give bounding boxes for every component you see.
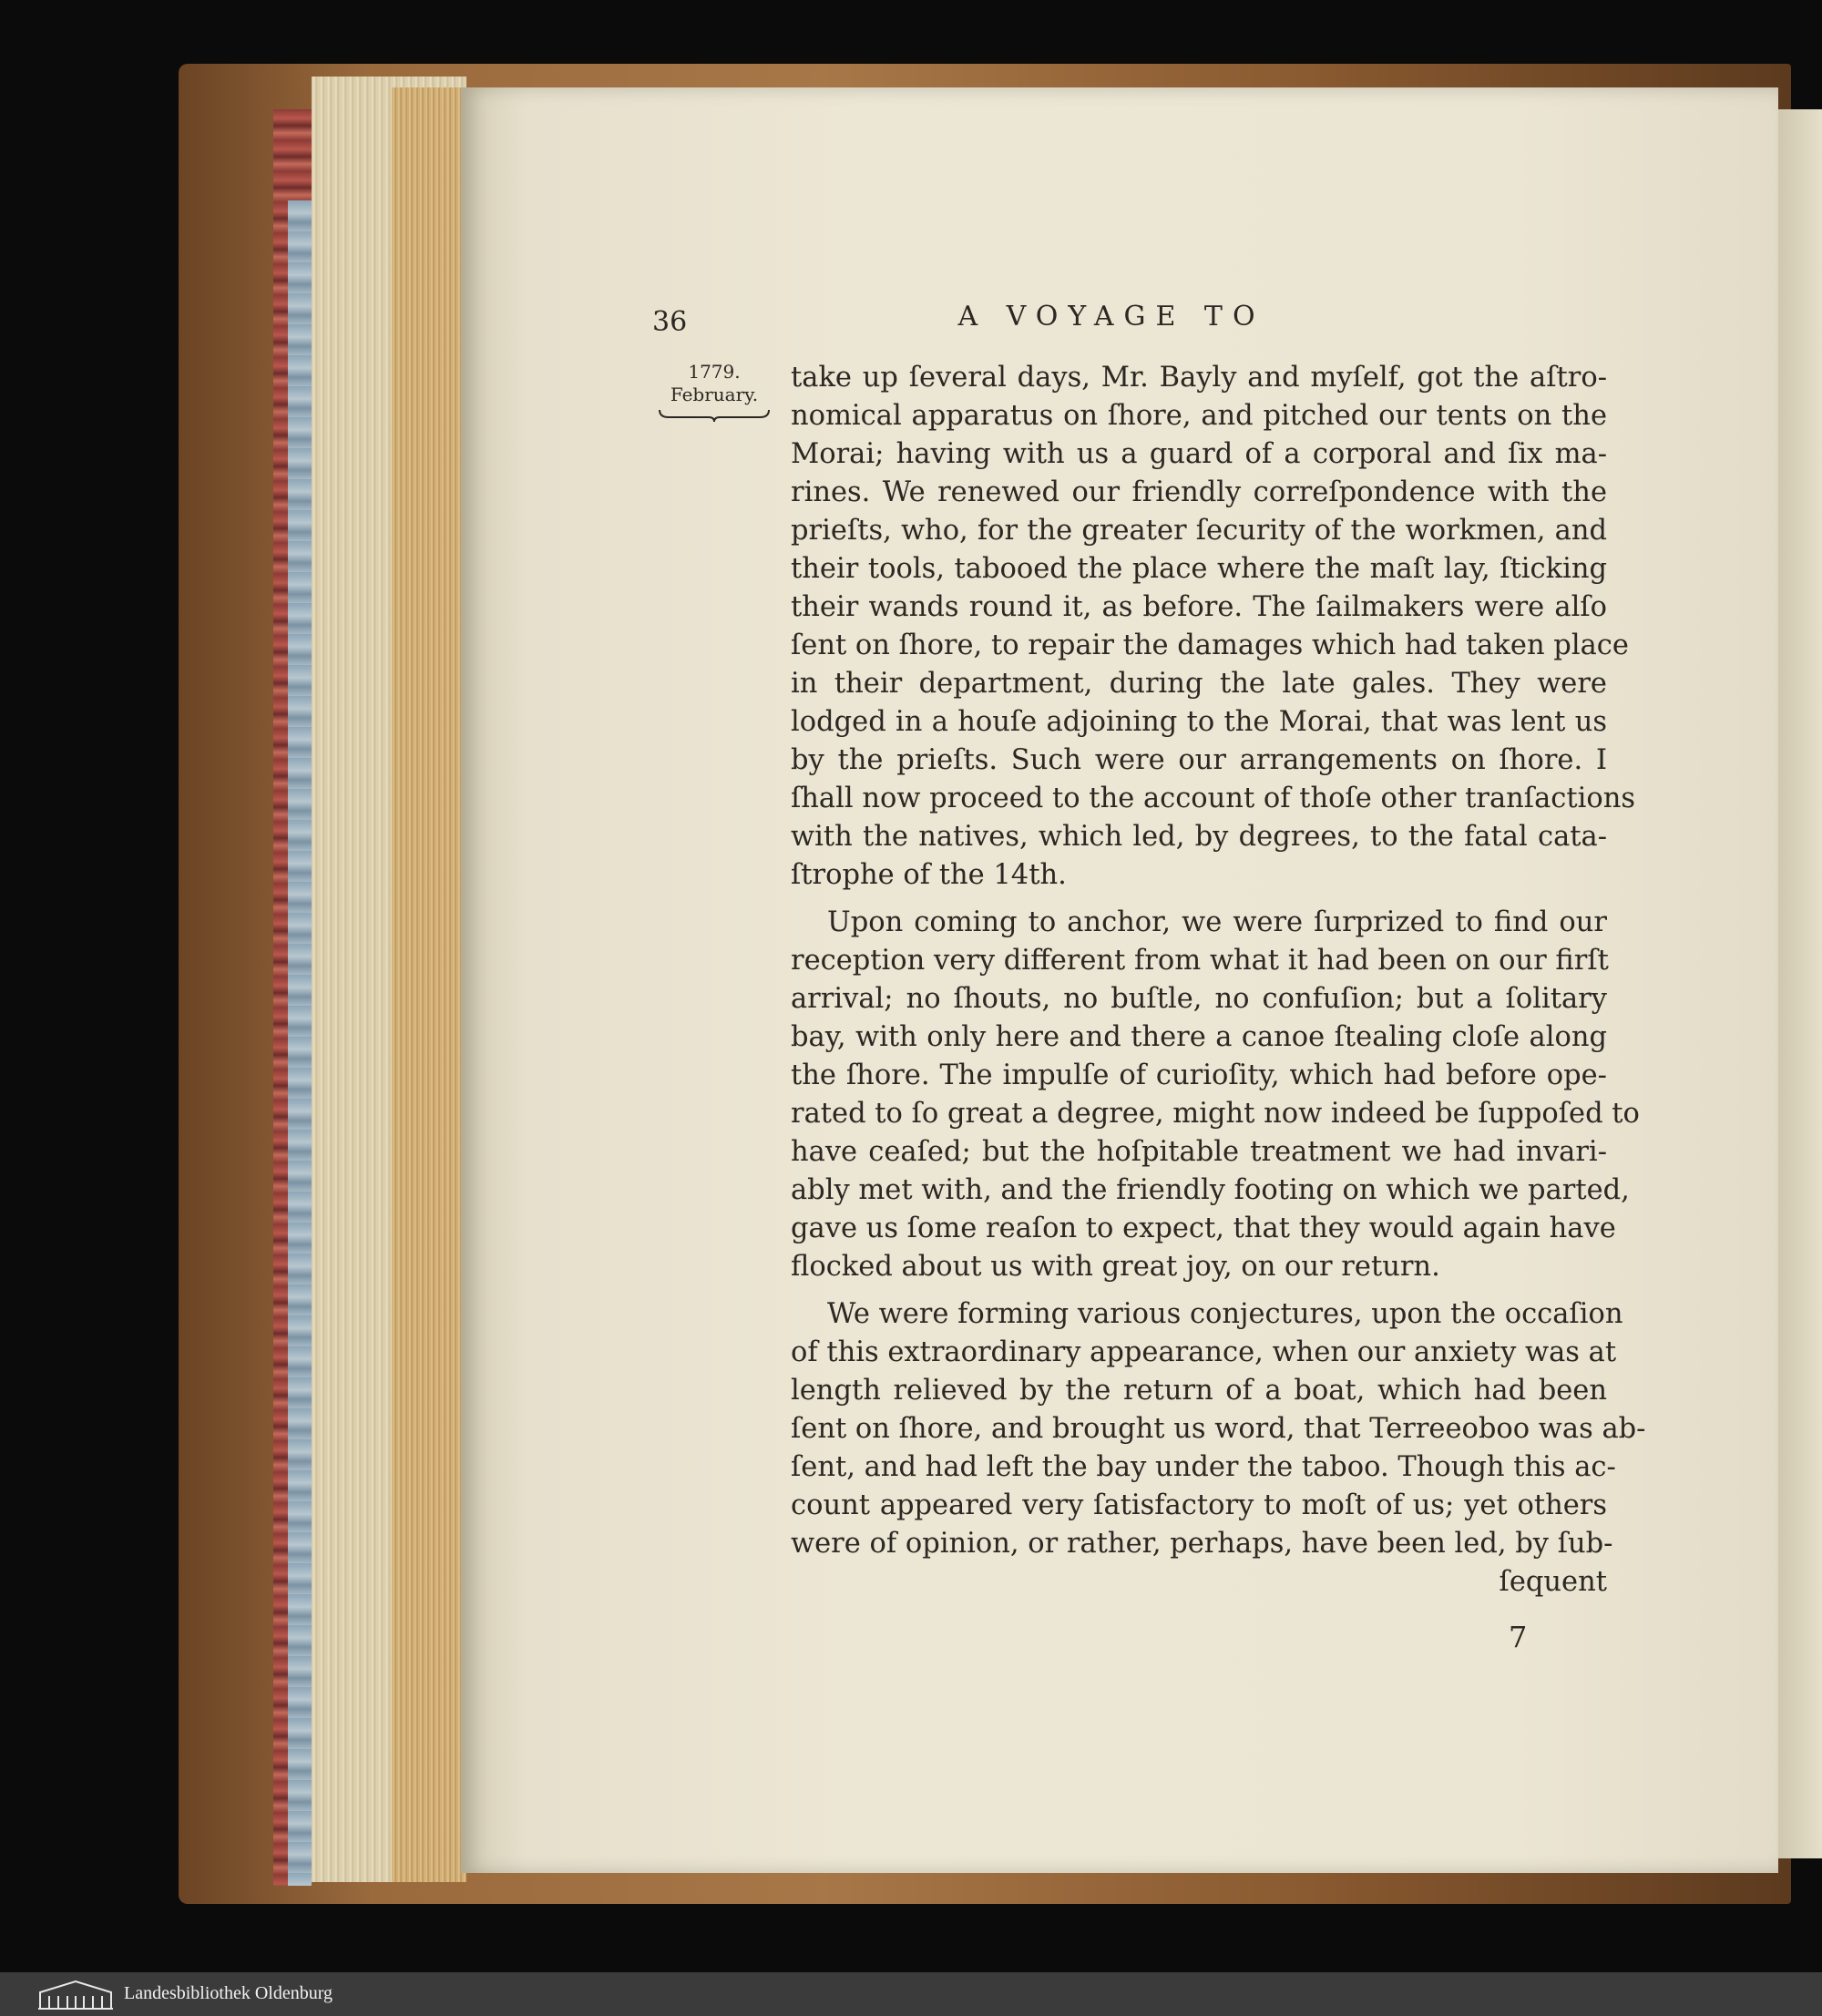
- text-line: ſent on ſhore, to repair the damages which had taken place: [791, 629, 1629, 661]
- text-line: reception very different from what it had been on our firſt: [791, 945, 1609, 977]
- text-line: were of opinion, or rather, perhaps, have been led, by ſub-: [791, 1528, 1613, 1560]
- text-line: Morai; having with us a guard of a corporal and ſix ma-: [791, 438, 1607, 470]
- margin-month: February.: [670, 384, 759, 405]
- margin-year: 1779.: [688, 361, 741, 383]
- text-line: We were forming various conjectures, upon the occaſion: [827, 1298, 1623, 1330]
- library-building-icon: [36, 1978, 115, 2011]
- text-line: rated to ſo great a degree, might now indeed be ſuppoſed to: [791, 1098, 1640, 1130]
- page-fore-edge: [392, 87, 466, 1882]
- text-line: of this extraordinary appearance, when our anxiety was at: [791, 1336, 1617, 1368]
- text-line: ſent, and had left the bay under the taboo. Though this ac-: [791, 1451, 1616, 1483]
- brace-icon: [658, 408, 771, 423]
- footer-bar: [0, 1972, 1822, 2016]
- text-line: their wands round it, as before. The ſailmakers were alſo: [791, 591, 1607, 623]
- paragraph-gap: [791, 895, 1607, 904]
- body-text: [791, 359, 1646, 1602]
- text-line: gave us ſome reaſon to expect, that they would again have: [791, 1213, 1616, 1244]
- text-line: ſent on ſhore, and brought us word, that Terreeoboo was ab-: [791, 1413, 1646, 1445]
- text-line: flocked about us with great joy, on our return.: [791, 1251, 1440, 1283]
- text-line: their tools, tabooed the place where the maſt lay, ſticking: [791, 553, 1607, 585]
- text-line: ſtrophe of the 14th.: [791, 859, 1067, 891]
- text-line: rines. We renewed our friendly correſpondence with the: [791, 476, 1607, 508]
- text-line: the ſhore. The impulſe of curioſity, which had before ope-: [791, 1059, 1607, 1091]
- signature-mark: 7: [1509, 1620, 1528, 1654]
- text-line: nomical apparatus on ſhore, and pitched our tents on the: [791, 400, 1607, 432]
- endpaper-edge: [288, 200, 312, 1886]
- text-line: take up ſeveral days, Mr. Bayly and myſelf, got the aſtro-: [791, 362, 1607, 394]
- text-line: Upon coming to anchor, we were ſurprized to find our: [827, 906, 1607, 938]
- margin-note: [658, 361, 771, 406]
- text-line: by the prieſts. Such were our arrangements on ſhore. I: [791, 744, 1607, 776]
- catchword: ſequent: [1499, 1566, 1607, 1598]
- page-number: 36: [652, 306, 688, 338]
- text-line: with the natives, which led, by degrees, to the fatal cata-: [791, 821, 1607, 853]
- running-head: A VOYAGE TO: [957, 301, 1265, 333]
- paragraph-gap: [791, 1286, 1607, 1295]
- facing-page-edge: [1778, 109, 1822, 1858]
- text-line: bay, with only here and there a canoe ſtealing cloſe along: [791, 1021, 1607, 1053]
- text-line: in their department, during the late gales. They were: [791, 668, 1607, 700]
- text-line: prieſts, who, for the greater ſecurity of the workmen, and: [791, 515, 1607, 547]
- text-line: arrival; no ſhouts, no buſtle, no confuſion; but a ſolitary: [791, 983, 1607, 1015]
- text-line: ſhall now proceed to the account of thoſe other tranſactions: [791, 783, 1636, 814]
- text-line: count appeared very ſatisfactory to moſt of us; yet others: [791, 1489, 1607, 1521]
- text-line: ably met with, and the friendly footing on which we parted,: [791, 1174, 1630, 1206]
- text-line: lodged in a houſe adjoining to the Morai, that was lent us: [791, 706, 1607, 738]
- text-line: have ceaſed; but the hoſpitable treatment we had invari-: [791, 1136, 1607, 1168]
- library-name: Landesbibliothek Oldenburg: [124, 1983, 333, 2003]
- text-line: length relieved by the return of a boat, which had been: [791, 1375, 1607, 1407]
